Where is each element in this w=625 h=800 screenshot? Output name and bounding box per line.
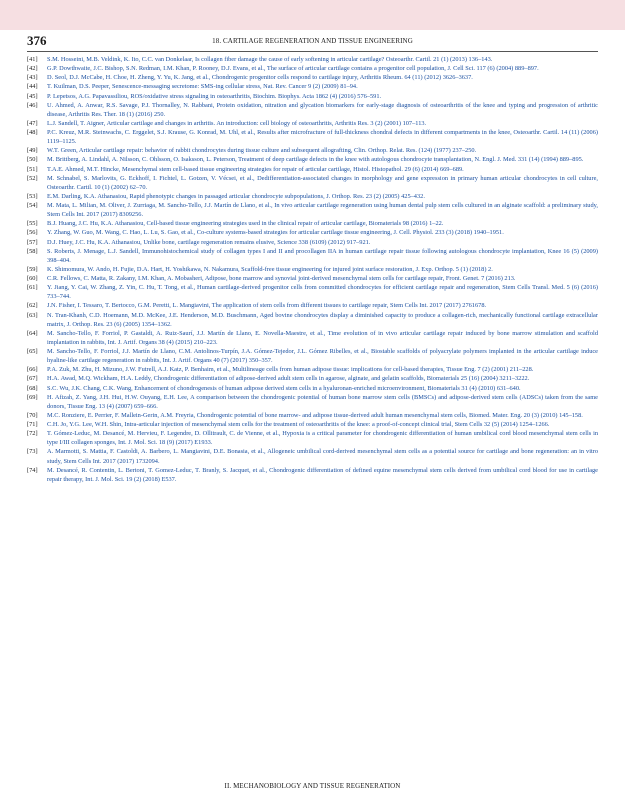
reference-number: [55]: [27, 220, 38, 228]
reference-number: [43]: [27, 74, 38, 82]
reference-item: [27, 219, 598, 228]
reference-number: [60]: [27, 275, 38, 282]
reference-item: [27, 73, 598, 82]
reference-text[interactable]: S. Roberts, J. Menage, L.J. Sandell, Immunohistochemical study of collagen types I and II and procollagen IIA in human cartilage repair tissue following autologous chondrocyte implantation, Knee 16 (5) (2009) 398–404.: [47, 247, 598, 264]
reference-item: [27, 247, 598, 265]
reference-text[interactable]: D.J. Huey, J.C. Hu, K.A. Athanasiou, Unlike bone, cartilage regeneration remains elusive, Science 338 (6109) (2012) 917–921.: [47, 238, 371, 246]
reference-number: [71]: [27, 421, 38, 428]
reference-text[interactable]: L.J. Sandell, T. Aigner, Articular cartilage and changes in arthritis. An introduction: cell biology of osteoarthritis, Arthritis Res. 3 (2) (2001) 107–113.: [47, 119, 427, 127]
reference-number: [62]: [27, 302, 38, 310]
reference-text[interactable]: J.N. Fisher, I. Tessaro, T. Bertocco, G.M. Peretti, L. Mangiavini, The application of stem cells from different tissues to cartilage repair, Stem Cells Int. 2017 (2017) 2761678.: [47, 302, 487, 310]
reference-number: [56]: [27, 229, 38, 237]
reference-number: [72]: [27, 430, 38, 438]
reference-item: [27, 155, 598, 164]
reference-text[interactable]: A. Marmotti, S. Mattia, F. Castoldi, A. Barbero, L. Mangiavini, D.E. Bonasia, et al., Allogeneic umbilical cord-derived mesenchymal stem cells as a potential source for cartilage and bone regeneration: an in vitro study, Stem Cells Int. 2017 (2017) 1732094.: [47, 448, 598, 465]
reference-text[interactable]: E.M. Darling, K.A. Athanasiou, Rapid phenotypic changes in passaged articular chondrocyte subpopulations, J. Orthop. Res. 23 (2) (2005) 425–432.: [47, 192, 425, 200]
reference-number: [69]: [27, 393, 38, 401]
reference-number: [53]: [27, 192, 38, 200]
reference-text[interactable]: H.A. Awad, M.Q. Wickham, H.A. Leddy, Chondrogenic differentiation of adipose-derived adult stem cells in agarose, alginate, and gelatin scaffolds, Biomaterials 25 (16) (2004) 3211–3222.: [47, 375, 530, 383]
reference-text[interactable]: M. Desancé, R. Contentin, L. Bertoni, T. Gomez-Leduc, T. Branly, S. Jacquet, et al., Chondrogenic differentiation of defined equine mesenchymal stem cells derived from umbilical cord blood for use in cartilage repair therapy, Int. J. Mol. Sci. 19 (2) (2018) E537.: [47, 466, 598, 483]
reference-number: [48]: [27, 129, 38, 136]
reference-number: [64]: [27, 329, 38, 337]
reference-text[interactable]: S.C. Wu, J.K. Chang, C.K. Wang, Enhancement of chondrogenesis of human adipose derived stem cells in a hyaluronan-enriched microenvironment, Biomaterials 31 (4) (2010) 631–640.: [47, 384, 521, 392]
reference-number: [59]: [27, 265, 38, 273]
reference-item: [27, 128, 598, 146]
reference-number: [70]: [27, 411, 38, 419]
reference-item: [27, 101, 598, 119]
reference-number: [73]: [27, 448, 38, 456]
reference-item: [27, 347, 598, 365]
page-number: 376: [27, 33, 47, 48]
reference-text[interactable]: G.P. Dowthwaite, J.C. Bishop, S.N. Redman, I.M. Khan, P. Rooney, D.J. Evans, et al., The surface of articular cartilage contains a progenitor cell population, J. Cell Sci. 117 (6) (2004) 889–897.: [47, 65, 539, 73]
reference-number: [51]: [27, 165, 38, 173]
reference-number: [52]: [27, 174, 38, 182]
reference-number: [63]: [27, 311, 38, 319]
reference-number: [42]: [27, 65, 38, 73]
reference-item: [27, 201, 598, 219]
reference-number: [65]: [27, 348, 38, 355]
reference-text[interactable]: M. Brittberg, A. Lindahl, A. Nilsson, C. Ohlsson, O. Isaksson, L. Peterson, Treatment of deep cartilage defects in the knee with autologous chondrocyte transplantation, N. Engl. J. Med. 331 (14) (1994) 889–895.: [47, 156, 584, 164]
reference-text[interactable]: Y. Zhang, W. Guo, M. Wang, C. Hao, L. Lu, S. Gao, et al., Co-culture systems-based strategies for articular cartilage tissue engineering, J. Cell. Physiol. 233 (3) (2018) 1940–1951.: [47, 229, 504, 237]
reference-item: [27, 411, 598, 420]
reference-text[interactable]: T.A.E. Ahmed, M.T. Hincke, Mesenchymal stem cell-based tissue engineering strategies for repair of articular cartilage, Histol. Histopathol. 29 (6) (2014) 669–689.: [47, 165, 464, 173]
reference-number: [45]: [27, 92, 38, 100]
reference-number: [58]: [27, 247, 38, 255]
reference-item: [27, 283, 598, 301]
reference-item: [27, 55, 598, 64]
reference-item: [27, 64, 598, 73]
header-rule: [27, 51, 598, 52]
reference-text[interactable]: Y. Jiang, Y. Cai, W. Zhang, Z. Yin, C. Hu, T. Tong, et al., Human cartilage-derived progenitor cells from committed chondrocytes for efficient cartilage repair and regeneration, Stem Cells Transl. Med. 5 (6) (2016) 733–744.: [47, 284, 598, 301]
reference-item: [27, 329, 598, 347]
reference-list: [27, 55, 598, 484]
reference-text[interactable]: P.C. Kreuz, M.R. Steinwachs, C. Erggelet, S.J. Krause, G. Konrad, M. Uhl, et al., Results after microfracture of full-thickness chondral defects in different compartments in the knee, Osteoarthr. Cartil. 14 (11) (2006) 1119–1125.: [47, 129, 598, 146]
reference-item: [27, 265, 598, 274]
page-header: [27, 30, 598, 52]
reference-text[interactable]: W.T. Green, Articular cartilage repair: behavior of rabbit chondrocytes during tissue culture and subsequent allografting, Clin. Orthop. Relat. Res. (124) (1977) 237–250.: [47, 147, 477, 155]
reference-item: [27, 466, 598, 484]
reference-text[interactable]: B.J. Huang, J.C. Hu, K.A. Athanasiou, Cell-based tissue engineering strategies used in the clinical repair of articular cartilage, Biomaterials 98 (2016) 1–22.: [47, 220, 444, 228]
reference-item: [27, 301, 598, 310]
reference-item: [27, 429, 598, 447]
reference-text[interactable]: C.H. Jo, Y.G. Lee, W.H. Shin, Intra-articular injection of mesenchymal stem cells for the treatment of osteoarthritis of the knee: a proof-of-concept clinical trial, Stem Cells 32 (5) (2014) 1254–1266.: [47, 421, 550, 428]
reference-number: [54]: [27, 202, 38, 209]
reference-number: [46]: [27, 101, 38, 109]
reference-number: [74]: [27, 466, 38, 474]
reference-number: [61]: [27, 284, 38, 292]
reference-text[interactable]: D. Seol, D.J. McCabe, H. Choe, H. Zheng, Y. Yu, K. Jang, et al., Chondrogenic progenitor cells respond to cartilage injury, Arthritis Rheum. 64 (11) (2012) 3626–3637.: [47, 74, 473, 82]
reference-text[interactable]: N. Tran-Khanh, C.D. Hoemann, M.D. McKee, J.E. Henderson, M.D. Buschmann, Aged bovine chondrocytes display a diminished capacity to produce a collagen-rich, mechanically functional cartilage extracellular matrix, J. Orthop. Res. 23 (6) (2005) 1354–1362.: [47, 311, 598, 328]
reference-text[interactable]: T. Gómez-Leduc, M. Desancé, M. Hervieu, F. Legendre, D. Ollitrault, C. de Vienne, et al., Hypoxia is a critical parameter for chondrogenic differentiation of human umbilical cord blood mesenchymal stem cells in type I/III collagen sponges, Int. J. Mol. Sci. 18 (9) (2017) E1933.: [47, 430, 598, 447]
reference-item: [27, 384, 598, 393]
reference-text[interactable]: M.C. Ronziere, E. Perrier, F. Mallein-Gerin, A.M. Freyria, Chondrogenic potential of bone marrow- and adipose tissue-derived adult human mesenchymal stem cells, Biomed. Mater. Eng. 20 (3) (2010) 145–158.: [47, 411, 583, 419]
reference-number: [41]: [27, 56, 38, 63]
reference-item: [27, 228, 598, 237]
reference-item: [27, 393, 598, 411]
reference-item: [27, 165, 598, 174]
reference-text[interactable]: U. Ahmed, A. Anwar, R.S. Savage, P.J. Thornalley, N. Rabbani, Protein oxidation, nitration and glycation biomarkers for early-stage diagnosis of osteoarthritis of the knee and typing and progression of arthritic disease, Arthritis Res. Ther. 18 (1) (2016) 250.: [47, 101, 598, 118]
reference-item: [27, 374, 598, 383]
reference-number: [50]: [27, 156, 38, 164]
reference-text[interactable]: T. Kuilman, D.S. Peeper, Senescence-messaging secretome: SMS-ing cellular stress, Nat. Rev. Cancer 9 (2) (2009) 81–94.: [47, 83, 358, 91]
reference-number: [44]: [27, 83, 38, 91]
reference-number: [47]: [27, 119, 38, 127]
top-color-band: [0, 0, 625, 30]
reference-item: [27, 311, 598, 329]
reference-number: [68]: [27, 384, 38, 392]
reference-item: [27, 274, 598, 283]
reference-text[interactable]: P.A. Zuk, M. Zhu, H. Mizuno, J.W. Futrell, A.J. Katz, P. Benhaim, et al., Multilineage cells from human adipose tissue: implications for cell-based therapies, Tissue Eng. 7 (2) (2001) 211–228.: [47, 366, 534, 374]
reference-number: [66]: [27, 366, 38, 374]
reference-text[interactable]: P. Lepetsos, A.G. Papavassiliou, ROS/oxidative stress signaling in osteoarthritis, Biochim. Biophys. Acta 1862 (4) (2016) 576–591.: [47, 92, 382, 100]
reference-item: [27, 92, 598, 101]
reference-text[interactable]: M. Mata, L. Milian, M. Oliver, J. Zurriaga, M. Sancho-Tello, J.J. Martín de Llano, et al., In vivo articular cartilage regeneration using human dental pulp stem cells cultured in an alginate scaffold: a preliminary study, Stem Cells Int. 2017 (2017) 8309256.: [47, 202, 598, 219]
reference-item: [27, 119, 598, 128]
reference-number: [67]: [27, 375, 38, 383]
reference-item: [27, 82, 598, 91]
reference-number: [49]: [27, 147, 38, 155]
reference-text[interactable]: M. Sancho-Tello, F. Forriol, P. Gastaldi, A. Ruiz-Saurí, J.J. Martín de Llano, E. Novella-Maestre, et al., Time evolution of in vivo articular cartilage repair induced by bone marrow stimulation and scaffold implantation in rabbits, Int. J. Artif. Organs 38 (4) (2015) 210–223.: [47, 329, 598, 346]
reference-text[interactable]: S.M. Hosseini, M.B. Veldink, K. Ito, C.C. van Donkelaar, Is collagen fiber damage the cause of early softening in articular cartilage? Osteoarthr. Cartil. 21 (1) (2013) 136–143.: [47, 56, 493, 63]
reference-item: [27, 174, 598, 192]
reference-text[interactable]: C.R. Fellows, C. Matta, R. Zakany, I.M. Khan, A. Mobasheri, Adipose, bone marrow and synovial joint-derived mesenchymal stem cells for cartilage repair, Front. Genet. 7 (2016) 213.: [47, 275, 516, 282]
reference-item: [27, 192, 598, 201]
reference-item: [27, 146, 598, 155]
running-title: 18. CARTILAGE REGENERATION AND TISSUE ENGINEERING: [212, 37, 413, 45]
reference-text[interactable]: H. Afizah, Z. Yang, J.H. Hui, H.W. Ouyang, E.H. Lee, A comparison between the chondrogenic potential of human bone marrow stem cells (BMSCs) and adipose-derived stem cells (ADSCs) taken from the same donors, Tissue Eng. 13 (4) (2007) 659–666.: [47, 393, 598, 410]
reference-text[interactable]: M. Schnabel, S. Marlovits, G. Eckhoff, I. Fichtel, L. Gotzen, V. Vécsei, et al., Dedifferentiation-associated changes in morphology and gene expression in primary human articular chondrocytes in cell culture, Osteoarthr. Cartil. 10 (1) (2002) 62–70.: [47, 174, 598, 191]
reference-item: [27, 447, 598, 465]
reference-text[interactable]: M. Sancho-Tello, F. Forriol, J.J. Martín de Llano, C.M. Antolinos-Turpín, J.A. Gómez-Tejedor, J.L. Gómez Ribelles, et al., Biostable scaffolds of polyacrylate polymers implanted in the articular cartilage induce hyaline-like cartilage regeneration in rabbits, Int. J. Artif. Organs 40 (7) (2017) 350–357.: [47, 348, 598, 365]
reference-item: [27, 365, 598, 374]
reference-text[interactable]: K. Shimomura, W. Ando, H. Fujie, D.A. Hart, H. Yoshikawa, N. Nakamura, Scaffold-free tissue engineering for injured joint surface restoration, J. Exp. Orthop. 5 (1) (2018) 2.: [47, 265, 493, 273]
reference-item: [27, 420, 598, 429]
footer-part-title: II. MECHANOBIOLOGY AND TISSUE REGENERATION: [224, 782, 401, 790]
reference-item: [27, 238, 598, 247]
reference-number: [57]: [27, 238, 38, 246]
